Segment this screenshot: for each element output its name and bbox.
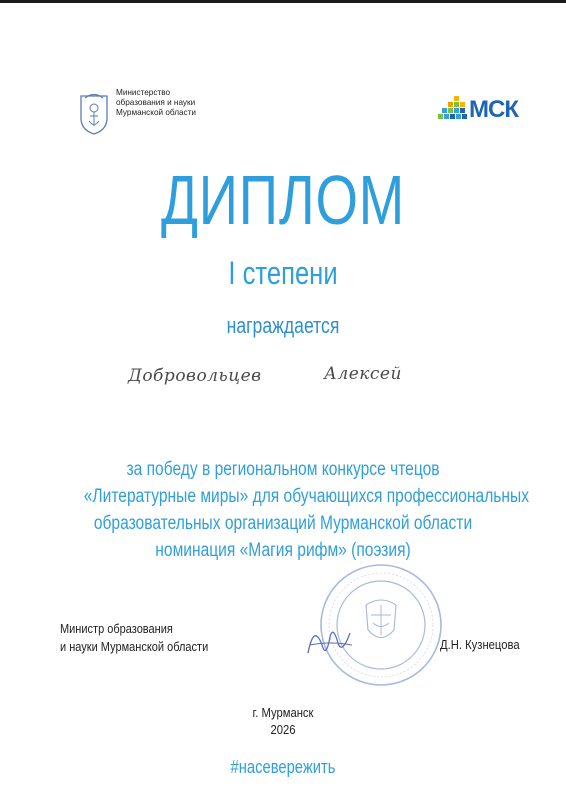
- diploma-title: ДИПЛОМ: [161, 161, 405, 239]
- reason-line: «Литературные миры» для обучающихся профессиональных: [83, 486, 530, 507]
- pixel-grid-icon: [438, 96, 468, 122]
- award-reason: [40, 456, 530, 564]
- recipient-surname: Добровольцев: [128, 366, 262, 386]
- handwritten-signature: [300, 615, 360, 665]
- signer-name: Д.Н. Кузнецова: [440, 638, 520, 652]
- reason-line: номинация «Магия рифм» (поэзия): [155, 540, 411, 561]
- signer-position-line: Министр образования: [60, 622, 173, 636]
- reason-line: за победу в региональном конкурсе чтецов: [126, 459, 440, 480]
- ministry-line-3: Мурманской области: [116, 108, 196, 117]
- recipient-first-name: Алексей: [324, 364, 402, 384]
- signer-position: [60, 620, 228, 656]
- partner-logo-text: МСК: [469, 96, 518, 123]
- ministry-name: [116, 88, 206, 118]
- place-and-year: [0, 705, 566, 739]
- awarded-label: награждается: [226, 313, 340, 338]
- year: 2026: [270, 723, 296, 737]
- signer-position-line: и науки Мурманской области: [60, 640, 209, 654]
- hashtag: #насевережить: [230, 757, 336, 777]
- ministry-logo: [78, 88, 206, 136]
- partner-logo: [438, 96, 518, 122]
- recipient-name: [128, 364, 448, 394]
- city: г. Мурманск: [252, 706, 314, 720]
- coat-of-arms-icon: [78, 88, 110, 136]
- reason-line: образовательных организаций Мурманской области: [93, 513, 473, 534]
- diploma-degree: I степени: [228, 255, 338, 291]
- ministry-line-1: Министерство: [116, 88, 171, 97]
- ministry-line-2: образования и науки: [116, 98, 196, 107]
- top-border: [0, 0, 566, 3]
